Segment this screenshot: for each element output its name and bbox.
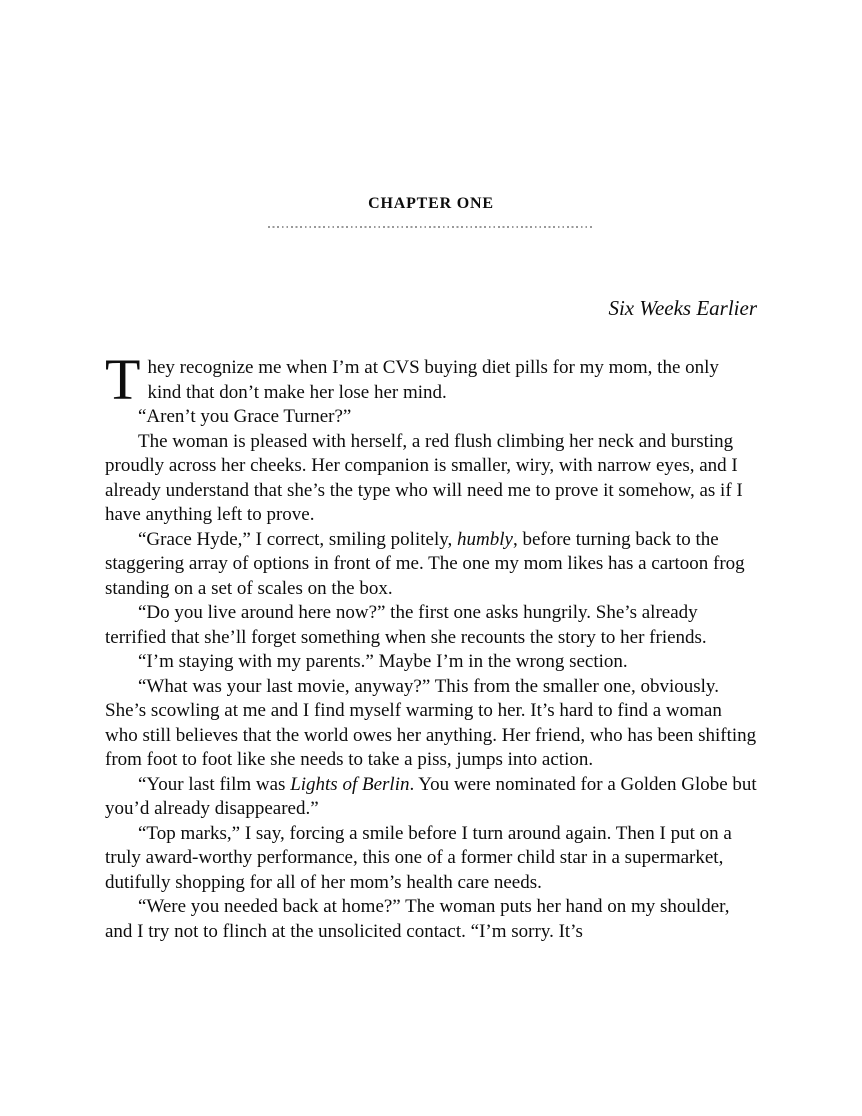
- text-run: hey recognize me when I’m at CVS buying diet pills for my mom, the only kind that don’t make her lose her mind.: [147, 357, 719, 403]
- paragraph: [105, 773, 757, 822]
- chapter-divider-rule: [268, 226, 594, 228]
- text-run: “Top marks,” I say, forcing a smile before I turn around again. Then I put on a truly award-worthy performance, this one of a former child star in a supermarket, dutifully shopping for all of her mom’s health care needs.: [105, 822, 732, 893]
- dateline: Six Weeks Earlier: [608, 296, 757, 320]
- text-column: [105, 0, 757, 944]
- text-run: “Grace Hyde,” I correct, smiling politely,: [138, 528, 458, 550]
- paragraph: [105, 528, 757, 602]
- text-run: “Your last film was: [138, 773, 291, 795]
- text-run: “What was your last movie, anyway?” This from the smaller one, obviously. She’s scowling at me and I find myself warming to her. It’s hard to find a woman who still believes that the world owes her anything. Her friend, who has been shifting from foot to foot like she needs to take a piss, jumps into action.: [105, 675, 757, 770]
- text-run: . You were nominated for a Golden Globe but you’d already disappeared.”: [105, 773, 757, 819]
- paragraph: [105, 650, 757, 675]
- paragraph: [105, 601, 757, 650]
- text-run: , before turning back to the staggering array of options in front of me. The one my mom likes has a cartoon frog standing on a set of scales on the box.: [105, 528, 745, 599]
- paragraph: [105, 822, 757, 896]
- italic-text-run: Lights of Berlin: [290, 773, 410, 795]
- text-run: “I’m staying with my parents.” Maybe I’m in the wrong section.: [138, 651, 628, 672]
- paragraph: [105, 675, 757, 773]
- text-run: The woman is pleased with herself, a red flush climbing her neck and bursting proudly across her cheeks. Her companion is smaller, wiry, with narrow eyes, and I already understand that she’s the type who will need me to prove it somehow, as if I have anything left to prove.: [105, 430, 743, 525]
- paragraph: [105, 405, 757, 430]
- body-text: [105, 347, 757, 944]
- paragraph: [105, 430, 757, 528]
- paragraph: [105, 895, 757, 944]
- text-run: “Were you needed back at home?” The woman puts her hand on my shoulder, and I try not to flinch at the unsolicited contact. “I’m sorry. It’s: [105, 896, 730, 942]
- text-run: “Do you live around here now?” the first one asks hungrily. She’s already terrified that she’ll forget something when she recounts the story to her friends.: [105, 602, 707, 648]
- text-run: “Aren’t you Grace Turner?”: [138, 406, 352, 427]
- italic-text-run: humbly: [457, 528, 513, 550]
- paragraph: [105, 347, 757, 412]
- chapter-heading: CHAPTER ONE: [368, 195, 494, 212]
- drop-cap: T: [105, 347, 141, 412]
